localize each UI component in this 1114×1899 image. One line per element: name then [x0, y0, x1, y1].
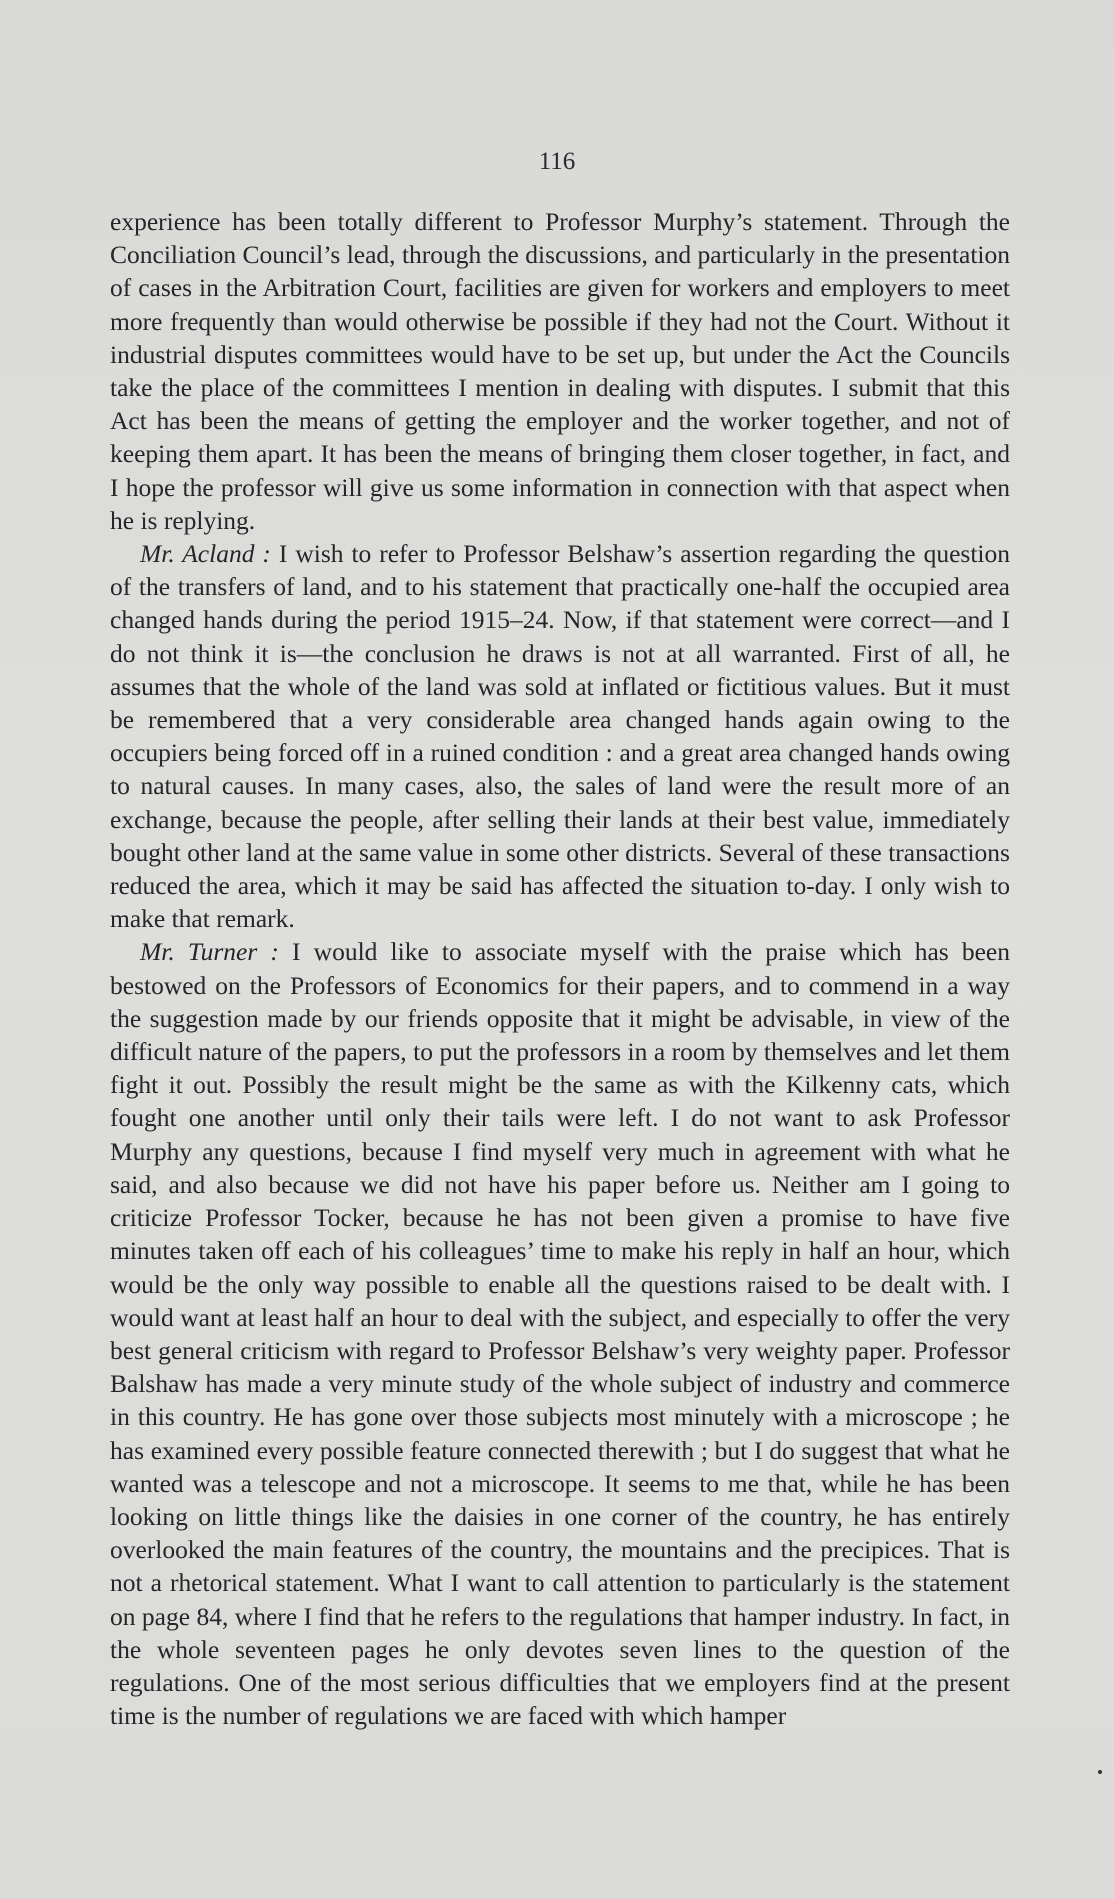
paragraph-text: I wish to refer to Professor Belshaw’s assertion regarding the question of the transfers of land, and to his statement that practically one-half the occupied area changed hands during the period 1915–24. Now, if that statement were correct—and I do not think it is—the conclusion he draws is not at all warranted. First of all, he assumes that the whole of the land was sold at inflated or fictitious values. But it must be remembered that a very considerable area changed hands again owing to the occupiers being forced off in a ruined condition : and a great area changed hands owing to natural causes. In many cases, also, the sales of land were the result more of an exchange, because the people, after selling their lands at their best value, immediately bought other land at the same value in some other districts. Several of these transactions reduced the area, which it may be said has affected the situation to-day. I only wish to make that remark.	[110, 539, 1010, 934]
page-number: 116	[538, 148, 576, 175]
body-text	[110, 205, 1010, 1732]
paragraph-text: I would like to associate myself with the praise which has been bestowed on the Professors of Economics for their papers, and to commend in a way the suggestion made by our friends opposite that it might be advisable, in view of the difficult nature of the papers, to put the professors in a room by themselves and let them fight it out. Possibly the result might be the same as with the Kilkenny cats, which fought one another until only their tails were left. I do not want to ask Professor Murphy any questions, because I find myself very much in agreement with what he said, and also because we did not have his paper before us. Neither am I going to criticize Professor Tocker, because he has not been given a promise to have five minutes taken off each of his colleagues’ time to make his reply in half an hour, which would be the only way possible to enable all the questions raised to be dealt with. I would want at least half an hour to deal with the subject, and especially to offer the very best general criticism with regard to Professor Belshaw’s very weighty paper. Professor Balshaw has made a very minute study of the whole subject of industry and commerce in this country. He has gone over those subjects most minutely with a microscope ; he has examined every possible feature connected therewith ; but I do suggest that what he wanted was a telescope and not a microscope. It seems to me that, while he has been looking on little things like the daisies in one corner of the country, he has entirely overlooked the main features of the country, the mountains and the precipices. That is not a rhetorical statement. What I want to call attention to particularly is the statement on page 84, where I find that he refers to the regulations that hamper industry. In fact, in the whole seventeen pages he only devotes seven lines to the question of the regulations. One of the most serious difficulties that we employers find at the present time is the number of regulations we are faced with which hamper	[110, 937, 1010, 1731]
speaker-name: Mr. Acland :	[140, 539, 271, 569]
scan-speck	[1098, 1770, 1102, 1774]
speaker-name: Mr. Turner :	[140, 937, 279, 967]
paragraph-acland	[110, 537, 1010, 935]
paragraph-continuation	[110, 205, 1010, 537]
paragraph-turner	[110, 935, 1010, 1732]
paragraph-text: experience has been totally different to Professor Murphy’s statement. Through the Conciliation Council’s lead, through the discussions, and particularly in the presentation of cases in the Arbitration Court, facilities are given for workers and employers to meet more frequently than would otherwise be possible if they had not the Court. Without it industrial disputes committees would have to be set up, but under the Act the Councils take the place of the committees I mention in dealing with disputes. I submit that this Act has been the means of getting the employer and the worker together, and not of keeping them apart. It has been the means of bringing them closer together, in fact, and I hope the professor will give us some information in connection with that aspect when he is replying.	[110, 207, 1010, 535]
